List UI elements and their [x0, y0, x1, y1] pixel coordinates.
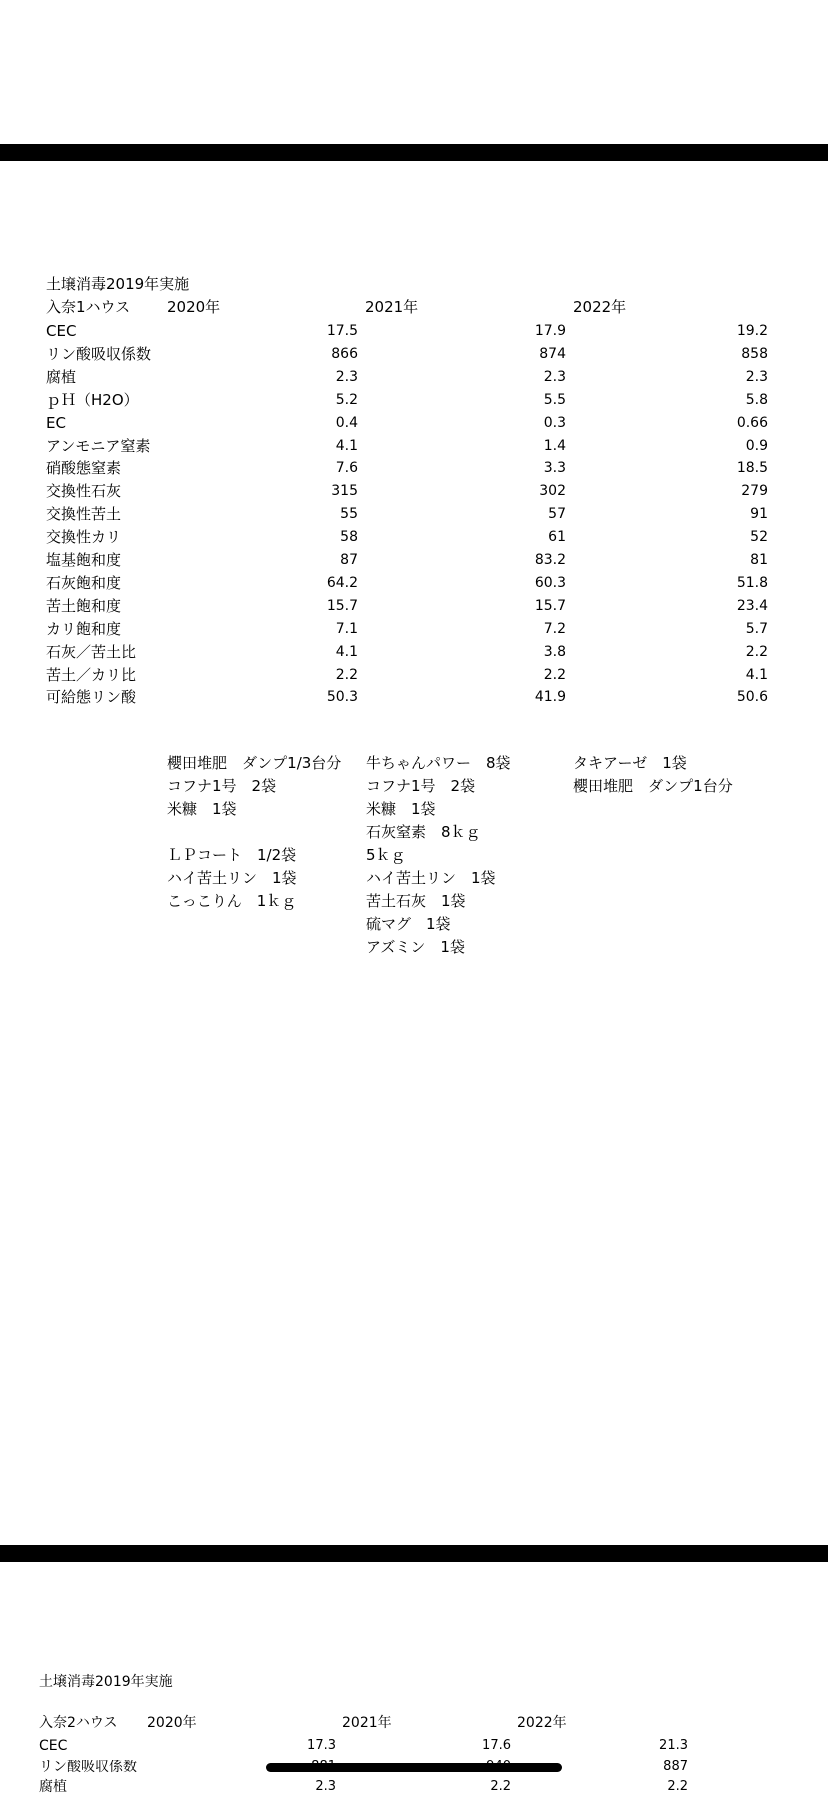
- fertilizer-item: タキアーゼ 1袋: [573, 754, 687, 772]
- cell-value: 0.9: [745, 437, 768, 454]
- cell-value: 7.6: [335, 460, 358, 477]
- row-label: アンモニア窒素: [46, 436, 151, 455]
- cell-value: 18.5: [736, 460, 768, 477]
- fertilizer-item: 牛ちゃんパワー 8袋: [366, 754, 511, 772]
- cell-value: 315: [331, 483, 358, 500]
- fertilizer-item: ハイ苦土リン 1袋: [167, 869, 297, 887]
- house-name: 入奈1ハウス: [46, 298, 131, 316]
- cell-value: 60.3: [534, 574, 566, 591]
- cell-value: 87: [340, 552, 358, 568]
- cell-value: 2.2: [543, 666, 566, 683]
- cell-value: 2.2: [335, 666, 358, 683]
- cell-value: 4.1: [745, 666, 768, 683]
- cell-value: 91: [750, 506, 768, 523]
- report-title: 土壌消毒2019年実施: [46, 275, 190, 293]
- cell-value: 21.3: [659, 1738, 688, 1753]
- row-label: CEC: [46, 322, 77, 340]
- row-label: 交換性石灰: [46, 482, 122, 501]
- row-label: 石灰／苦土比: [46, 642, 137, 661]
- cell-value: 874: [539, 345, 566, 362]
- fertilizer-item: 苦土石灰 1袋: [366, 892, 466, 910]
- report-title: 土壌消毒2019年実施: [39, 1674, 173, 1690]
- row-label: 交換性カリ: [46, 528, 122, 547]
- cell-value: 83.2: [534, 552, 566, 568]
- cell-value: 3.3: [543, 460, 566, 477]
- cell-value: 0.66: [736, 414, 768, 431]
- separator-bar-top: [0, 144, 828, 161]
- cell-value: 5.2: [335, 391, 358, 408]
- fertilizer-item: 5ｋｇ: [366, 846, 406, 864]
- cell-value: 17.9: [534, 323, 566, 339]
- cell-value: 15.7: [326, 597, 358, 614]
- cell-value: 61: [548, 529, 566, 546]
- cell-value: 5.8: [745, 391, 768, 408]
- cell-value: 7.2: [543, 620, 566, 637]
- cell-value: 41.9: [534, 689, 566, 706]
- row-label: EC: [46, 413, 66, 432]
- row-label: 硝酸態窒素: [46, 459, 122, 478]
- cell-value: 81: [750, 552, 768, 568]
- cell-value: 23.4: [736, 597, 768, 614]
- cell-value: 52: [750, 529, 768, 546]
- year-header-2020: 2020年: [167, 298, 221, 316]
- cell-value: 2.2: [745, 643, 768, 660]
- fertilizer-item: 米糠 1袋: [366, 800, 436, 818]
- cell-value: 2.3: [745, 368, 768, 385]
- year-header-2021: 2021年: [342, 1715, 392, 1731]
- cell-value: 2.3: [335, 368, 358, 385]
- cell-value: 866: [331, 345, 358, 362]
- cell-value: 15.7: [534, 597, 566, 614]
- cell-value: 887: [663, 1758, 688, 1774]
- cell-value: 1.4: [543, 437, 566, 454]
- cell-value: 2.3: [315, 1779, 336, 1794]
- row-label: ｐＨ（H2O）: [46, 390, 139, 409]
- row-label: 腐植: [39, 1779, 67, 1795]
- row-label: CEC: [39, 1738, 68, 1754]
- cell-value: 7.1: [335, 620, 358, 637]
- cell-value: 57: [548, 506, 566, 523]
- cell-value: 58: [340, 529, 358, 546]
- fertilizer-item: 石灰窒素 8ｋｇ: [366, 823, 481, 841]
- house-name: 入奈2ハウス: [39, 1715, 118, 1731]
- row-label: 石灰飽和度: [46, 573, 122, 592]
- home-indicator[interactable]: [266, 1763, 562, 1772]
- cell-value: 2.3: [543, 368, 566, 385]
- fertilizer-item: こっこりん 1ｋｇ: [167, 892, 297, 910]
- year-header-2022: 2022年: [573, 298, 627, 316]
- cell-value: 50.6: [736, 689, 768, 706]
- cell-value: 3.8: [543, 643, 566, 660]
- cell-value: 19.2: [736, 323, 768, 339]
- cell-value: 0.4: [335, 414, 358, 431]
- cell-value: 2.2: [490, 1779, 511, 1794]
- cell-value: 4.1: [335, 437, 358, 454]
- fertilizer-item: コフナ1号 2袋: [167, 777, 277, 795]
- row-label: 腐植: [46, 367, 77, 386]
- year-header-2021: 2021年: [365, 298, 419, 316]
- fertilizer-item: 硫マグ 1袋: [366, 915, 451, 933]
- fertilizer-item: 米糠 1袋: [167, 800, 237, 818]
- year-header-2020: 2020年: [147, 1715, 197, 1731]
- cell-value: 5.7: [745, 620, 768, 637]
- fertilizer-item: アズミン 1袋: [366, 938, 465, 956]
- cell-value: 55: [340, 506, 358, 523]
- row-label: 苦土／カリ比: [46, 665, 137, 684]
- cell-value: 5.5: [543, 391, 566, 408]
- fertilizer-item: ハイ苦土リン 1袋: [366, 869, 496, 887]
- fertilizer-item: 櫻田堆肥 ダンプ1台分: [573, 777, 733, 795]
- separator-bar-middle: [0, 1545, 828, 1562]
- row-label: 塩基飽和度: [46, 551, 122, 569]
- cell-value: 50.3: [326, 689, 358, 706]
- row-label: カリ飽和度: [46, 619, 122, 638]
- row-label: 交換性苦土: [46, 505, 122, 524]
- cell-value: 4.1: [335, 643, 358, 660]
- cell-value: 17.5: [326, 323, 358, 339]
- row-label: 可給態リン酸: [46, 688, 137, 707]
- cell-value: 17.3: [307, 1738, 336, 1753]
- cell-value: 858: [741, 345, 768, 362]
- cell-value: 2.2: [667, 1779, 688, 1794]
- row-label: 苦土飽和度: [46, 596, 122, 615]
- row-label: リン酸吸収係数: [46, 344, 152, 363]
- fertilizer-item: 櫻田堆肥 ダンプ1/3台分: [167, 754, 342, 772]
- year-header-2022: 2022年: [517, 1715, 567, 1731]
- cell-value: 302: [539, 483, 566, 500]
- cell-value: 51.8: [736, 574, 768, 591]
- fertilizer-item: コフナ1号 2袋: [366, 777, 476, 795]
- cell-value: 64.2: [326, 574, 358, 591]
- row-label: リン酸吸収係数: [39, 1759, 137, 1774]
- cell-value: 17.6: [482, 1738, 511, 1753]
- cell-value: 279: [741, 483, 768, 500]
- cell-value: 0.3: [543, 414, 566, 431]
- fertilizer-item: ＬＰコート 1/2袋: [167, 846, 297, 864]
